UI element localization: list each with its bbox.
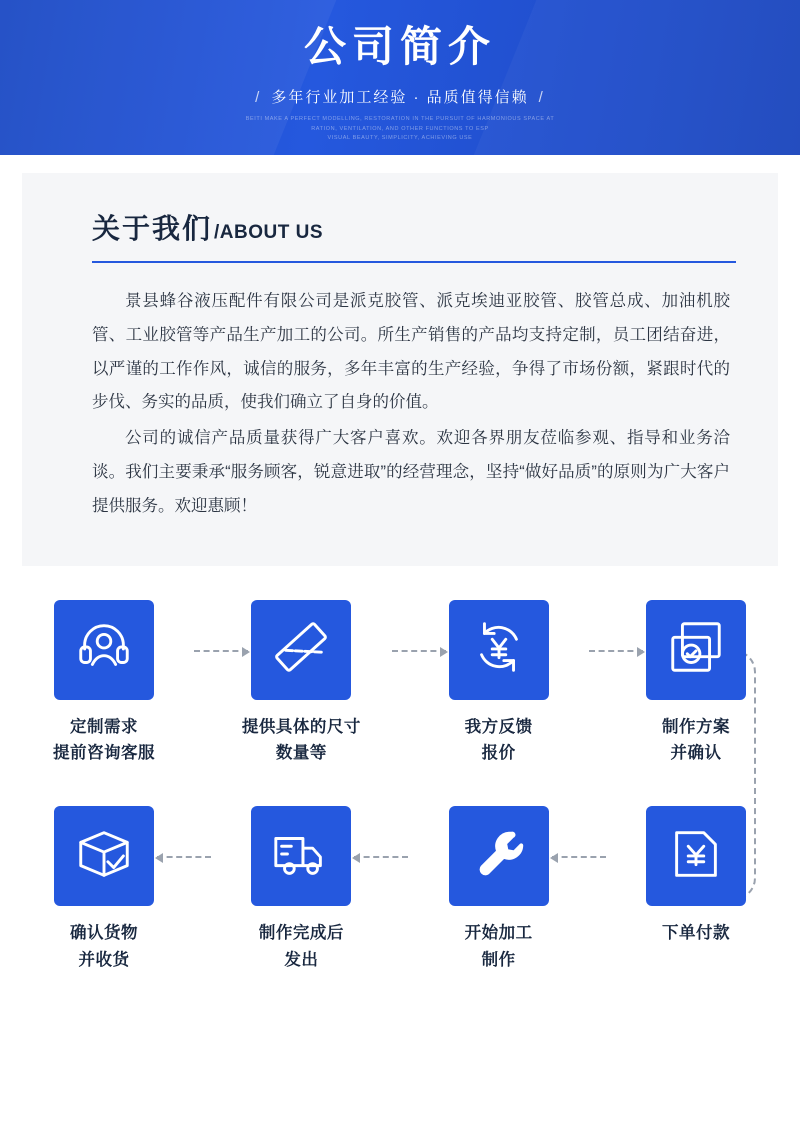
flow-step-label-line1: 下单付款 (661, 924, 730, 943)
flow-step-label (241, 920, 361, 973)
box-check-icon (73, 823, 135, 890)
about-title-cn: 关于我们 (92, 213, 213, 244)
flow-step-label-line2: 并收货 (78, 950, 130, 969)
flow-step-payment (636, 806, 756, 946)
flow-step-label-line1: 确认货物 (70, 924, 138, 943)
headset-icon (73, 616, 135, 683)
about-paragraph: 公司的诚信产品质量获得广大客户喜欢。欢迎各界朋友莅临参观、指导和业务洽谈。我们主要秉承“服务顾客，锐意进取”的经营理念，坚持“做好品质”的原则为广大客户提供服务。欢迎惠顾！ (92, 429, 730, 515)
flow-step-label (636, 714, 756, 767)
banner-subtitle-text: 多年行业加工经验 · 品质值得信赖 (271, 89, 529, 107)
flow-arrow-right (392, 650, 446, 652)
flow-row-2 (44, 806, 756, 973)
flow-step-label-line1: 制作完成后 (258, 924, 344, 943)
about-body (64, 285, 736, 524)
about-paragraph: 景县蜂谷液压配件有限公司是派克胶管、派克埃迪亚胶管、胶管总成、加油机胶管、工业胶管等产品生产加工的公司。所生产销售的产品均支持定制，员工团结奋进，以严谨的工作作风，诚信的服务，多年丰富的生产经验，争得了市场份额，紧跟时代的步伐、务实的品质，使我们确立了自身的价值。 (92, 292, 730, 412)
flow-step-label (636, 920, 756, 946)
flow-step-label (439, 714, 559, 767)
flow-step-label (44, 714, 164, 767)
banner-subtitle-left-slash: / (255, 89, 262, 107)
flow-step-tile (449, 600, 549, 700)
banner-english-text (0, 115, 800, 143)
flow-step-label-line1: 提供具体的尺寸 (241, 717, 361, 736)
banner-subtitle-right-slash: / (538, 89, 545, 107)
flow-arrow-left (157, 856, 211, 858)
page-banner (0, 0, 800, 155)
flow-step-tile (646, 806, 746, 906)
flow-step-provide-specs (241, 600, 361, 767)
flow-step-label-line2: 报价 (481, 744, 516, 763)
flow-step-label-line2: 发出 (284, 950, 319, 969)
wrench-icon (468, 823, 530, 890)
banner-english-line-3: VISUAL BEAUTY, SIMPLICITY, ACHIEVING USE (327, 135, 473, 142)
flow-step-shipped (241, 806, 361, 973)
about-section (0, 155, 800, 566)
flow-step-label-line1: 开始加工 (464, 924, 533, 943)
flow-step-label (439, 920, 559, 973)
about-title-en: /ABOUT US (214, 222, 324, 243)
flow-step-start-processing (439, 806, 559, 973)
banner-english-line-2: RATION, VENTILATION, AND OTHER FUNCTIONS TO ESP (311, 125, 489, 132)
flow-step-label-line1: 我方反馈 (464, 717, 533, 736)
flow-step-receive-goods (44, 806, 164, 973)
about-divider (92, 261, 736, 263)
flow-step-label (44, 920, 164, 973)
flow-step-tile (449, 806, 549, 906)
flow-step-tile (251, 806, 351, 906)
flow-step-label-line2: 提前咨询客服 (53, 744, 155, 763)
banner-subtitle (0, 86, 800, 107)
truck-icon (270, 823, 332, 890)
flow-step-label-line1: 定制需求 (70, 717, 138, 736)
ruler-icon (270, 616, 332, 683)
flow-step-tile (251, 600, 351, 700)
banner-title: 公司简介 (303, 23, 496, 70)
banner-content (0, 0, 800, 143)
flow-step-tile (54, 600, 154, 700)
payment-icon (665, 823, 727, 890)
flow-step-label-line2: 数量等 (275, 744, 327, 763)
flow-step-tile (646, 600, 746, 700)
flow-step-label-line2: 并确认 (670, 744, 722, 763)
process-flow (0, 600, 800, 974)
plan-confirm-icon (665, 616, 727, 683)
flow-step-quote-feedback (439, 600, 559, 767)
flow-arrow-right (194, 650, 248, 652)
flow-step-plan-confirm (636, 600, 756, 767)
flow-step-label-line1: 制作方案 (661, 717, 730, 736)
flow-step-label-line2: 制作 (481, 950, 516, 969)
flow-step-tile (54, 806, 154, 906)
flow-step-custom-requirement (44, 600, 164, 767)
flow-row-1 (44, 600, 756, 767)
quote-refresh-icon (468, 616, 530, 683)
about-heading (64, 207, 736, 247)
flow-arrow-left (552, 856, 606, 858)
about-card (22, 173, 778, 566)
flow-arrow-right (589, 650, 643, 652)
flow-step-label (241, 714, 361, 767)
banner-english-line-1: BEITI MAKE A PERFECT MODELLING, RESTORATION IN THE PURSUIT OF HARMONIOUS SPACE AT (245, 116, 555, 123)
flow-arrow-left (354, 856, 408, 858)
